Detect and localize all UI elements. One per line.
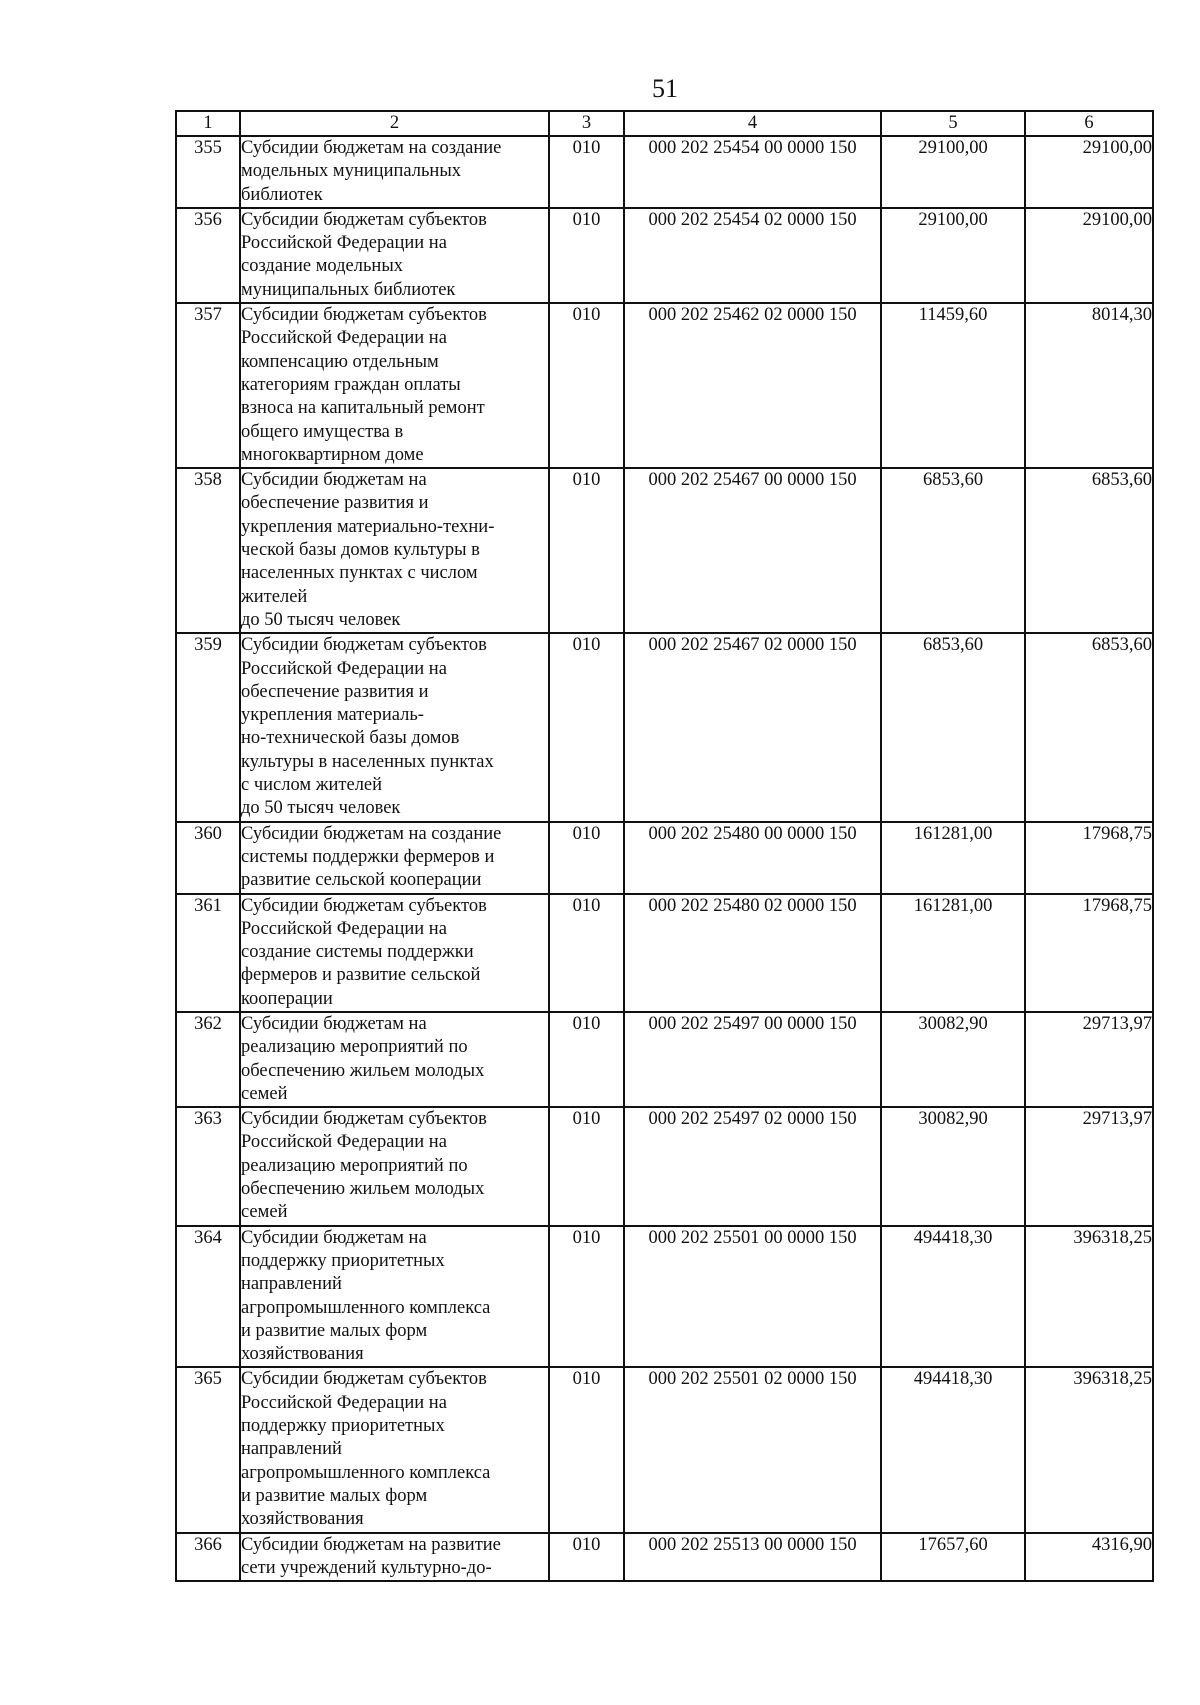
row-description [240, 894, 549, 1012]
description-line: до 50 тысяч человек [241, 609, 401, 630]
row-planned-amount: 161281,00 [881, 822, 1025, 894]
column-header-4: 4 [624, 111, 881, 136]
description-line: взноса на капитальный ремонт [241, 398, 485, 419]
description-line: Российской Федерации на [241, 1132, 447, 1153]
table-row [176, 1012, 1153, 1107]
row-budget-code: 000 202 25497 02 0000 150 [624, 1107, 881, 1225]
description-line: сети учреждений культурно-до- [241, 1557, 492, 1578]
description-line: муниципальных библиотек [241, 279, 456, 300]
row-budget-code: 000 202 25497 00 0000 150 [624, 1012, 881, 1107]
row-actual-amount: 6853,60 [1025, 633, 1153, 821]
description-line: Субсидии бюджетам субъектов [241, 209, 487, 230]
description-line: Субсидии бюджетам субъектов [241, 1109, 487, 1130]
row-planned-amount: 30082,90 [881, 1012, 1025, 1107]
description-line: библиотек [241, 184, 323, 205]
row-planned-amount: 494418,30 [881, 1226, 1025, 1368]
description-line: Субсидии бюджетам на [241, 470, 427, 491]
description-line: Субсидии бюджетам на развитие [241, 1534, 501, 1555]
page-number: 51 [652, 74, 678, 103]
table-row [176, 1107, 1153, 1225]
description-line: Российской Федерации на [241, 918, 447, 939]
budget-table [175, 110, 1154, 1582]
row-budget-code: 000 202 25480 02 0000 150 [624, 894, 881, 1012]
description-line: Субсидии бюджетам субъектов [241, 1369, 487, 1390]
description-line: семей [241, 1202, 288, 1223]
description-line: укрепления материаль- [241, 705, 424, 726]
description-line: общего имущества в [241, 421, 404, 442]
row-description [240, 136, 549, 208]
header-row [176, 111, 1153, 136]
description-line: Субсидии бюджетам субъектов [241, 895, 487, 916]
description-line: агропромышленного комплекса [241, 1297, 491, 1318]
description-line: до 50 тысяч человек [241, 798, 401, 819]
row-admin-code: 010 [549, 822, 624, 894]
description-line: Субсидии бюджетам субъектов [241, 635, 487, 656]
description-line: укрепления материально-техни- [241, 516, 495, 537]
row-number: 363 [176, 1107, 240, 1225]
column-header-2: 2 [240, 111, 549, 136]
row-planned-amount: 161281,00 [881, 894, 1025, 1012]
description-line: системы поддержки фермеров и [241, 846, 495, 867]
row-planned-amount: 30082,90 [881, 1107, 1025, 1225]
column-header-1: 1 [176, 111, 240, 136]
table-row [176, 303, 1153, 468]
description-line: но-технической базы домов [241, 728, 460, 749]
table-row [176, 468, 1153, 633]
row-actual-amount: 396318,25 [1025, 1226, 1153, 1368]
description-line: направлений [241, 1439, 342, 1460]
description-line: с числом жителей [241, 775, 383, 796]
row-budget-code: 000 202 25513 00 0000 150 [624, 1533, 881, 1582]
row-admin-code: 010 [549, 208, 624, 303]
row-number: 359 [176, 633, 240, 821]
table-row [176, 633, 1153, 821]
row-number: 355 [176, 136, 240, 208]
row-actual-amount: 29100,00 [1025, 208, 1153, 303]
description-line: фермеров и развитие сельской [241, 965, 481, 986]
description-line: обеспечению жильем молодых [241, 1179, 485, 1200]
description-line: хозяйствования [241, 1344, 364, 1365]
row-actual-amount: 4316,90 [1025, 1533, 1153, 1582]
row-description [240, 303, 549, 468]
row-budget-code: 000 202 25462 02 0000 150 [624, 303, 881, 468]
row-admin-code: 010 [549, 1226, 624, 1368]
row-number: 365 [176, 1367, 240, 1532]
table-row [176, 1533, 1153, 1582]
description-line: Российской Федерации на [241, 1392, 447, 1413]
row-budget-code: 000 202 25480 00 0000 150 [624, 822, 881, 894]
row-planned-amount: 494418,30 [881, 1367, 1025, 1532]
description-line: и развитие малых форм [241, 1320, 428, 1341]
row-admin-code: 010 [549, 468, 624, 633]
description-line: Российской Федерации на [241, 658, 447, 679]
row-description [240, 208, 549, 303]
row-planned-amount: 6853,60 [881, 468, 1025, 633]
table-row [176, 136, 1153, 208]
row-actual-amount: 6853,60 [1025, 468, 1153, 633]
row-budget-code: 000 202 25467 00 0000 150 [624, 468, 881, 633]
description-line: Субсидии бюджетам субъектов [241, 305, 487, 326]
description-line: населенных пунктах с числом [241, 563, 478, 584]
row-admin-code: 010 [549, 1107, 624, 1225]
column-header-6: 6 [1025, 111, 1153, 136]
column-header-3: 3 [549, 111, 624, 136]
row-budget-code: 000 202 25454 02 0000 150 [624, 208, 881, 303]
row-description [240, 468, 549, 633]
description-line: Российской Федерации на [241, 328, 447, 349]
row-admin-code: 010 [549, 303, 624, 468]
row-actual-amount: 396318,25 [1025, 1367, 1153, 1532]
description-line: обеспечение развития и [241, 493, 429, 514]
description-line: семей [241, 1083, 288, 1104]
row-admin-code: 010 [549, 894, 624, 1012]
row-number: 358 [176, 468, 240, 633]
row-budget-code: 000 202 25501 02 0000 150 [624, 1367, 881, 1532]
row-budget-code: 000 202 25467 02 0000 150 [624, 633, 881, 821]
row-actual-amount: 29713,97 [1025, 1012, 1153, 1107]
table-row [176, 1367, 1153, 1532]
row-description [240, 1367, 549, 1532]
description-line: Субсидии бюджетам на создание [241, 823, 502, 844]
row-admin-code: 010 [549, 1533, 624, 1582]
description-line: обеспечение развития и [241, 681, 429, 702]
row-number: 357 [176, 303, 240, 468]
row-admin-code: 010 [549, 1012, 624, 1107]
description-line: культуры в населенных пунктах [241, 751, 494, 772]
column-header-5: 5 [881, 111, 1025, 136]
table-row [176, 822, 1153, 894]
table-row [176, 208, 1153, 303]
row-description [240, 1533, 549, 1582]
row-actual-amount: 17968,75 [1025, 822, 1153, 894]
description-line: реализацию мероприятий по [241, 1037, 468, 1058]
table-row [176, 894, 1153, 1012]
row-budget-code: 000 202 25501 00 0000 150 [624, 1226, 881, 1368]
row-planned-amount: 29100,00 [881, 136, 1025, 208]
row-description [240, 1012, 549, 1107]
description-line: поддержку приоритетных [241, 1416, 445, 1437]
description-line: Российской Федерации на [241, 233, 447, 254]
row-planned-amount: 29100,00 [881, 208, 1025, 303]
row-number: 362 [176, 1012, 240, 1107]
row-actual-amount: 29100,00 [1025, 136, 1153, 208]
description-line: Субсидии бюджетам на [241, 1013, 427, 1034]
description-line: модельных муниципальных [241, 161, 462, 182]
description-line: обеспечению жильем молодых [241, 1060, 485, 1081]
row-number: 360 [176, 822, 240, 894]
row-description [240, 633, 549, 821]
row-description [240, 1226, 549, 1368]
description-line: категориям граждан оплаты [241, 374, 461, 395]
description-line: хозяйствования [241, 1509, 364, 1530]
description-line: развитие сельской кооперации [241, 870, 482, 891]
row-number: 364 [176, 1226, 240, 1368]
description-line: и развитие малых форм [241, 1485, 428, 1506]
row-description [240, 1107, 549, 1225]
description-line: Субсидии бюджетам на [241, 1227, 427, 1248]
description-line: ческой базы домов культуры в [241, 540, 480, 561]
table-row [176, 1226, 1153, 1368]
row-planned-amount: 6853,60 [881, 633, 1025, 821]
row-number: 366 [176, 1533, 240, 1582]
description-line: Субсидии бюджетам на создание [241, 138, 502, 158]
description-line: многоквартирном доме [241, 444, 424, 465]
description-line: компенсацию отдельным [241, 351, 439, 372]
row-description [240, 822, 549, 894]
row-admin-code: 010 [549, 1367, 624, 1532]
row-number: 361 [176, 894, 240, 1012]
row-number: 356 [176, 208, 240, 303]
description-line: кооперации [241, 988, 333, 1009]
row-admin-code: 010 [549, 633, 624, 821]
table-body [176, 136, 1153, 1581]
row-budget-code: 000 202 25454 00 0000 150 [624, 136, 881, 208]
description-line: создание системы поддержки [241, 942, 474, 963]
row-actual-amount: 8014,30 [1025, 303, 1153, 468]
description-line: создание модельных [241, 256, 403, 277]
description-line: направлений [241, 1274, 342, 1295]
description-line: жителей [241, 586, 308, 607]
row-planned-amount: 11459,60 [881, 303, 1025, 468]
row-admin-code: 010 [549, 136, 624, 208]
description-line: реализацию мероприятий по [241, 1155, 468, 1176]
description-line: агропромышленного комплекса [241, 1462, 491, 1483]
row-planned-amount: 17657,60 [881, 1533, 1025, 1582]
row-actual-amount: 29713,97 [1025, 1107, 1153, 1225]
row-actual-amount: 17968,75 [1025, 894, 1153, 1012]
description-line: поддержку приоритетных [241, 1250, 445, 1271]
